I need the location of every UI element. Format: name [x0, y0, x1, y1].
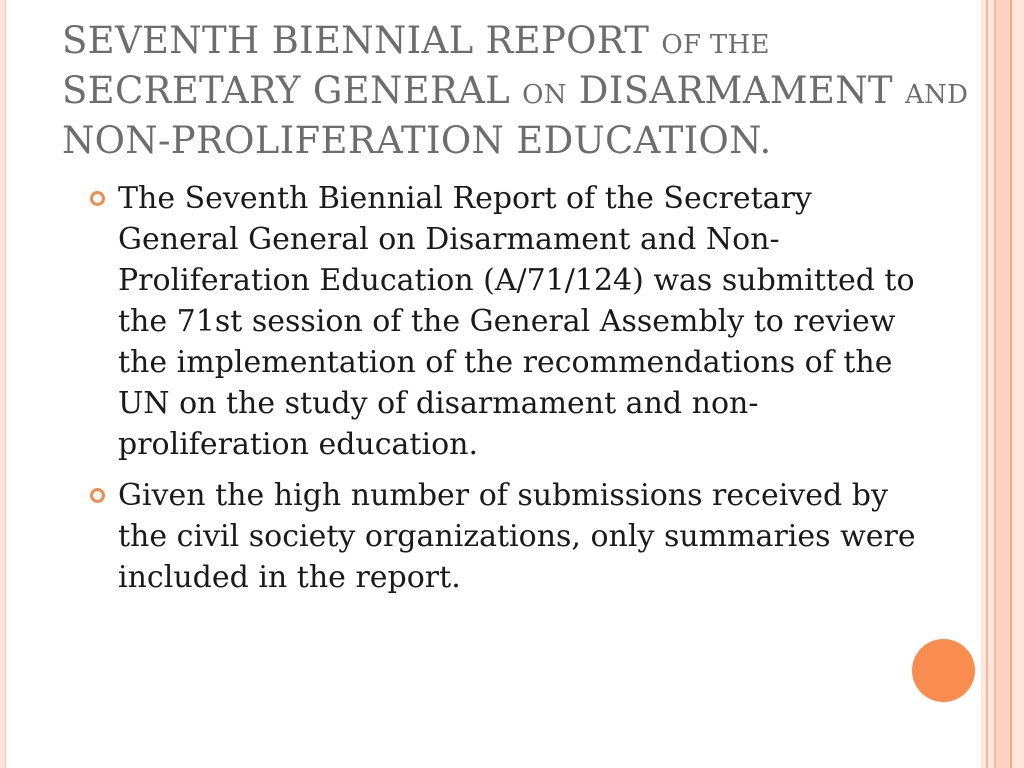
right-stripe-decoration — [996, 0, 1010, 768]
title-text: SECRETARY GENERAL — [62, 69, 523, 112]
bullet-item — [90, 475, 920, 598]
ring-bullet-icon — [90, 191, 105, 206]
title-text: DISARMAMENT — [566, 69, 905, 112]
bullet-item — [90, 178, 920, 465]
bullet-text: The Seventh Biennial Report of the Secretary General General on Disarmament and Non-Proliferation Education (A/71/124) was submitted to the 71st session of the General Assembly to review the implementation of the recommendations of the UN on the study of disarmament and non-proliferation education. — [118, 181, 915, 462]
bullet-text: Given the high number of submissions received by the civil society organizations, only summaries were included in the report. — [118, 478, 916, 595]
bullet-list — [90, 178, 920, 608]
title-text: SEVENTH BIENNIAL REPORT — [62, 19, 662, 62]
ring-bullet-icon — [90, 488, 105, 503]
left-border-decoration — [0, 0, 6, 768]
title-text: NON-PROLIFERATION EDUCATION. — [62, 119, 772, 162]
right-stripe-decoration — [1012, 0, 1024, 768]
title-text-small: OF THE — [661, 30, 770, 60]
title-text-small: AND — [904, 80, 969, 110]
orange-circle-decoration — [912, 639, 975, 702]
slide-title — [62, 18, 982, 163]
title-text-small: ON — [522, 80, 567, 110]
